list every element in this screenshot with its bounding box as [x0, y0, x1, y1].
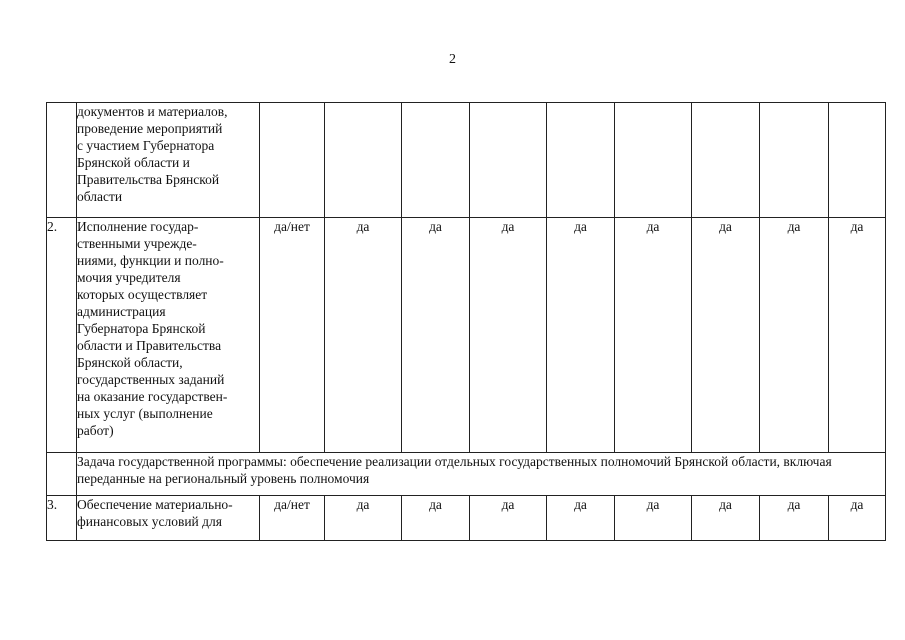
- row-number: [47, 103, 77, 218]
- value-cell: да: [325, 496, 402, 541]
- value-cell: [325, 103, 402, 218]
- page-number: 2: [449, 52, 456, 67]
- indicator-description: [77, 496, 260, 541]
- value-cell: да: [615, 496, 692, 541]
- value-cell: да: [829, 218, 886, 453]
- description-line: проведение мероприятий: [77, 121, 223, 136]
- row-number: 3.: [47, 496, 77, 541]
- description-line: которых осуществляет: [77, 287, 208, 302]
- description-line: ниями, функции и полно-: [77, 253, 224, 268]
- value-cell: да: [760, 496, 829, 541]
- description-line: государственных заданий: [77, 372, 225, 387]
- description-line: финансовых условий для: [77, 514, 222, 529]
- description-line: Брянской области и: [77, 155, 190, 170]
- value-cell: да: [829, 496, 886, 541]
- description-line: Брянской области,: [77, 355, 183, 370]
- description-line: на оказание государствен-: [77, 389, 228, 404]
- table-row: [47, 103, 886, 218]
- value-cell: [615, 103, 692, 218]
- description-line: Губернатора Брянской: [77, 321, 206, 336]
- unit-cell: [260, 103, 325, 218]
- description-line: мочия учредителя: [77, 270, 181, 285]
- value-cell: да: [615, 218, 692, 453]
- description-line: работ): [77, 423, 114, 438]
- description-line: Исполнение государ-: [77, 219, 199, 234]
- value-cell: [402, 103, 470, 218]
- description-line: ственными учрежде-: [77, 236, 197, 251]
- value-cell: [692, 103, 760, 218]
- description-line: с участием Губернатора: [77, 138, 215, 153]
- table-row: [47, 218, 886, 453]
- program-task: Задача государственной программы: обеспечение реализации отдельных государственных полномочий Брянской области, включая переданные на региональный уровень полномочия: [77, 453, 886, 496]
- description-line: администрация: [77, 304, 166, 319]
- value-cell: [829, 103, 886, 218]
- value-cell: да: [692, 496, 760, 541]
- value-cell: да: [402, 218, 470, 453]
- value-cell: да: [470, 218, 547, 453]
- task-row: [47, 453, 886, 496]
- table-row: [47, 496, 886, 541]
- program-indicators-table: [46, 102, 886, 541]
- description-line: Правительства Брянской: [77, 172, 220, 187]
- value-cell: да: [692, 218, 760, 453]
- value-cell: да: [547, 496, 615, 541]
- description-line: ных услуг (выполнение: [77, 406, 213, 421]
- value-cell: да: [470, 496, 547, 541]
- value-cell: да: [402, 496, 470, 541]
- indicator-description: [77, 103, 260, 218]
- value-cell: да: [547, 218, 615, 453]
- description-line: области и Правительства: [77, 338, 222, 353]
- description-line: Обеспечение материально-: [77, 497, 233, 512]
- row-number: [47, 453, 77, 496]
- unit-cell: да/нет: [260, 218, 325, 453]
- description-line: документов и материалов,: [77, 104, 228, 119]
- value-cell: [470, 103, 547, 218]
- value-cell: да: [325, 218, 402, 453]
- row-number: 2.: [47, 218, 77, 453]
- description-line: области: [77, 189, 123, 204]
- unit-cell: да/нет: [260, 496, 325, 541]
- value-cell: [547, 103, 615, 218]
- indicator-description: [77, 218, 260, 453]
- value-cell: да: [760, 218, 829, 453]
- value-cell: [760, 103, 829, 218]
